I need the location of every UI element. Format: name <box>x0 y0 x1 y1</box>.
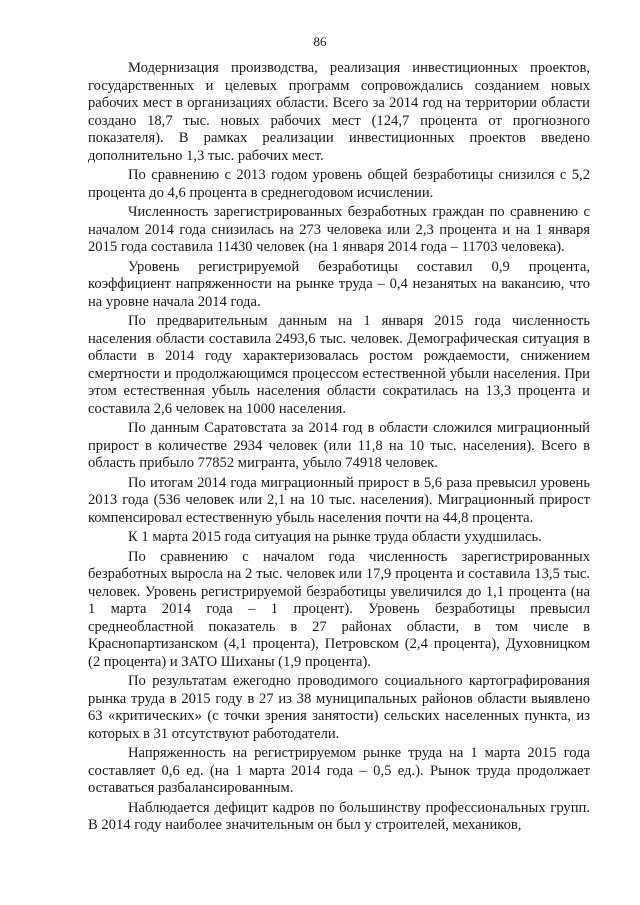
paragraph-population: По предварительным данным на 1 января 2015 года численность населения области составила 2493,6 тыс. человек. Демографическая ситуация в области в 2014 году характеризовалась ростом рождаемости, снижением смертности и продолжающимся процессом естественной убыли населения. При этом естественная убыль населения области сократилась на 13,3 процента и составила 2,6 человек на 1000 населения. <box>88 313 590 417</box>
paragraph-social-mapping: По результатам ежегодно проводимого социального картографирования рынка труда в 2015 году в 27 из 38 муниципальных районов области выявлено 63 «критических» (с точки зрения занятости) сельских населенных пункта, из которых в 31 отсутствуют работодатели. <box>88 673 590 742</box>
paragraph-labor-market-march: К 1 марта 2015 года ситуация на рынке труда области ухудшилась. <box>128 529 542 545</box>
paragraph-unemployed-growth: По сравнению с началом года численность зарегистрированных безработных выросла на 2 тыс. человек или 17,9 процента и составила 13,5 тыс. человек. Уровень регистрируемой безработицы увеличился до 1,1 процента (на 1 марта 2014 года – 1 процент). Уровень безработицы превысил среднеобластной показатель в 27 районах области, в том числе в Краснопартизанском (4,1 процента), Петровском (2,4 процента), Духовницком (2 процента) и ЗАТО Шиханы (1,9 процента). <box>88 548 590 670</box>
paragraph-migration-growth: По итогам 2014 года миграционный прирост в 5,6 раза превысил уровень 2013 года (536 человек или 2,1 на 10 тыс. населения). Миграционный прирост компенсировал естественную убыль населения почти на 44,8 процента. <box>88 474 590 526</box>
paragraph-registered-unemployed: Численность зарегистрированных безработных граждан по сравнению с началом 2014 года снизилась на 273 человека или 2,3 процента и на 1 января 2015 года составила 11430 человек (на 1 января 2014 года – 11703 человека). <box>88 204 590 255</box>
paragraph-market-tension: Напряженность на регистрируемом рынке труда на 1 марта 2015 года составляет 0,6 ед. (на 1 марта 2014 года – 0,5 ед.). Рынок труда продолжает оставаться разбалансированным. <box>88 745 590 796</box>
paragraph-migration: По данным Саратовстата за 2014 год в области сложился миграционный прирост в количестве 2934 человек (или 11,8 на 10 тыс. населения). Всего в область прибыло 77852 мигранта, убыло 74918 человек. <box>88 420 590 471</box>
paragraph-unemployment-level: По сравнению с 2013 годом уровень общей безработицы снизился с 5,2 процента до 4,6 процента в среднегодовом исчислении. <box>88 167 590 201</box>
paragraph-registered-unemployment-rate: Уровень регистрируемой безработицы составил 0,9 процента, коэффициент напряженности на рынке труда – 0,4 незанятых на вакансию, что на уровне начала 2014 года. <box>88 258 590 310</box>
page-number: 86 <box>313 34 327 49</box>
paragraph-job-creation: Модернизация производства, реализация инвестиционных проектов, государственных и целевых программ сопровождались созданием новых рабочих мест в организациях области. Всего за 2014 год на территории области создано 18,7 тыс. новых рабочих мест (124,7 процента от прогнозного показателя). В рамках реализации инвестиционных проектов введено дополнительно 1,3 тыс. рабочих мест. <box>88 60 590 164</box>
paragraph-staff-shortage: Наблюдается дефицит кадров по большинству профессиональных групп. В 2014 году наиболее значительным он был у строителей, механиков, <box>88 799 590 833</box>
document-body <box>88 60 590 837</box>
